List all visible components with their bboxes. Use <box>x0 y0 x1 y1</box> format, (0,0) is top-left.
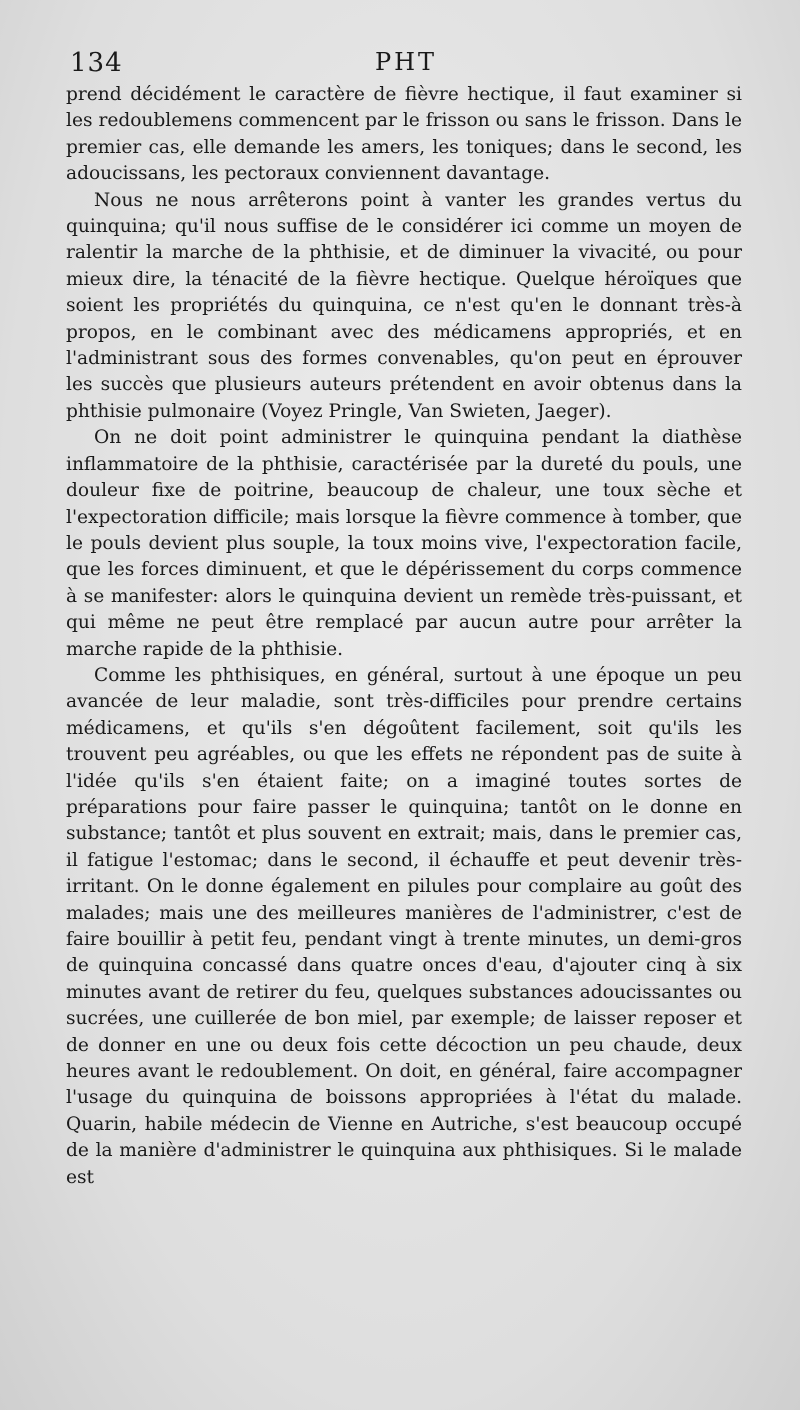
running-head: PHT <box>374 48 438 76</box>
paragraph: prend décidément le caractère de fièvre hectique, il faut examiner si les redoublemens commencent par le frisson ou sans le frisson. Dans le premier cas, elle demande les amers, les toniques; dans le second, les adoucissans, les pectoraux conviennent davantage. <box>66 84 742 185</box>
page-number: 134 <box>70 48 123 78</box>
body-text <box>66 82 742 1191</box>
paragraph: Comme les phthisiques, en général, surtout à une époque un peu avancée de leur maladie, sont très-difficiles pour prendre certains médicamens, et qu'ils s'en dégoûtent facilement, soit qu'ils les trouvent peu agréables, ou que les effets ne répondent pas de suite à l'idée qu'ils s'en étaient faite; on a imaginé toutes sortes de préparations pour faire passer le quinquina; tantôt on le donne en substance; tantôt et plus souvent en extrait; mais, dans le premier cas, il fatigue l'estomac; dans le second, il échauffe et peut devenir très-irritant. On le donne également en pilules pour complaire au goût des malades; mais une des meilleures manières de l'administrer, c'est de faire bouillir à petit feu, pendant vingt à trente minutes, un demi-gros de quinquina concassé dans quatre onces d'eau, d'ajouter cinq à six minutes avant de retirer du feu, quelques substances adoucissantes ou sucrées, une cuillerée de bon miel, par exemple; de laisser reposer et de donner en une ou deux fois cette décoction un peu chaude, deux heures avant le redoublement. On doit, en général, faire accompagner l'usage du quinquina de boissons appropriées à l'état du malade. Quarin, habile médecin de Vienne en Autriche, s'est beaucoup occupé de la manière d'administrer le quinquina aux phthisiques. Si le malade est <box>66 664 742 1188</box>
page-header <box>70 48 742 82</box>
paragraph: On ne doit point administrer le quinquina pendant la diathèse inflammatoire de la phthisie, caractérisée par la dureté du pouls, une douleur fixe de poitrine, beaucoup de chaleur, une toux sèche et l'expectoration difficile; mais lorsque la fièvre commence à tomber, que le pouls devient plus souple, la toux moins vive, l'expectoration facile, que les forces diminuent, et que le dépérissement du corps commence à se manifester: alors le quinquina devient un remède très-puissant, et qui même ne peut être remplacé par aucun autre pour arrêter la marche rapide de la phthisie. <box>66 427 742 660</box>
paragraph: Nous ne nous arrêterons point à vanter les grandes vertus du quinquina; qu'il nous suffise de le considérer ici comme un moyen de ralentir la marche de la phthisie, et de diminuer la vivacité, ou pour mieux dire, la ténacité de la fièvre hectique. Quelque héroïques que soient les propriétés du quinquina, ce n'est qu'en le donnant très-à propos, en le combinant avec des médicamens appropriés, et en l'administrant sous des formes convenables, qu'on peut en éprouver les succès que plusieurs auteurs prétendent en avoir obtenus dans la phthisie pulmonaire (Voyez Pringle, Van Swieten, Jaeger). <box>66 189 742 422</box>
